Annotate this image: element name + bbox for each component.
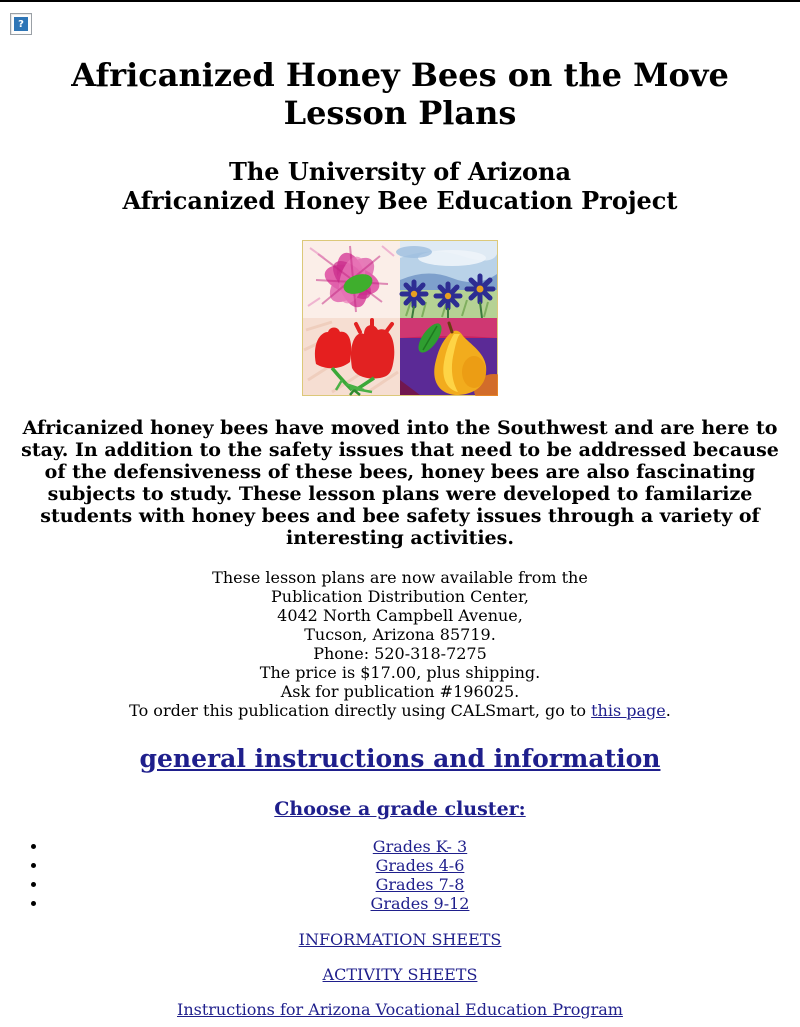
grade-cluster-list (8, 837, 792, 913)
top-rule (0, 0, 800, 2)
list-item (48, 875, 792, 894)
ordering-line: Tucson, Arizona 85719. (304, 625, 496, 644)
page-title (8, 56, 792, 132)
vocational-program-link[interactable]: Instructions for Arizona Vocational Education Program (177, 1000, 623, 1019)
choose-grade-heading (8, 798, 792, 820)
ordering-line: Publication Distribution Center, (271, 587, 529, 606)
grades-9-12-link[interactable]: Grades 9-12 (370, 894, 470, 913)
children-artwork-image (302, 240, 498, 396)
general-instructions-link[interactable]: general instructions and information (139, 744, 661, 773)
ordering-line: These lesson plans are now available from the (212, 568, 588, 587)
choose-grade-link[interactable]: Choose a grade cluster: (274, 798, 526, 820)
activity-sheets-link[interactable]: ACTIVITY SHEETS (322, 965, 478, 984)
pink-crayon-flower (303, 241, 400, 318)
information-sheets-row (8, 930, 792, 949)
intro-paragraph: Africanized honey bees have moved into the Southwest and are here to stay. In addition to the safety issues that need to be addressed because of the defensiveness of these bees, honey bees are also fascinating subjects to study. These lesson plans were developed to familarize students with honey bees and bee safety issues through a variety of interesting activities. (21, 417, 779, 549)
activity-sheets-row (8, 965, 792, 984)
list-item (48, 894, 792, 913)
order-suffix-text: . (665, 701, 671, 720)
vocational-row (8, 1000, 792, 1019)
ordering-line: 4042 North Campbell Avenue, (277, 606, 523, 625)
grades-4-6-link[interactable]: Grades 4-6 (375, 856, 465, 875)
ordering-info (8, 568, 792, 720)
page-subtitle (8, 157, 792, 215)
list-item (48, 856, 792, 875)
general-instructions-heading (8, 744, 792, 774)
question-mark-icon: ? (14, 17, 28, 31)
this-page-link[interactable]: this page (591, 701, 666, 720)
information-sheets-link[interactable]: INFORMATION SHEETS (298, 930, 502, 949)
ordering-order-line (8, 701, 792, 720)
subtitle-line1: The University of Arizona (228, 157, 571, 186)
order-prefix-text: To order this publication directly using CALSmart, go to (129, 701, 592, 720)
grades-7-8-link[interactable]: Grades 7-8 (375, 875, 465, 894)
page-title-line1: Africanized Honey Bees on the Move (71, 56, 729, 94)
list-item (48, 837, 792, 856)
blue-painted-flowers (396, 241, 497, 318)
artwork-container (8, 240, 792, 396)
grades-k-3-link[interactable]: Grades K- 3 (372, 837, 468, 856)
ordering-line: The price is $17.00, plus shipping. (259, 663, 541, 682)
ordering-line: Phone: 520-318-7275 (313, 644, 487, 663)
subtitle-line2: Africanized Honey Bee Education Project (122, 186, 678, 215)
yellow-pear (400, 318, 498, 396)
broken-image-icon (10, 13, 32, 35)
ordering-line: Ask for publication #196025. (280, 682, 520, 701)
red-tulips (303, 318, 400, 395)
page-title-line2: Lesson Plans (283, 94, 517, 132)
